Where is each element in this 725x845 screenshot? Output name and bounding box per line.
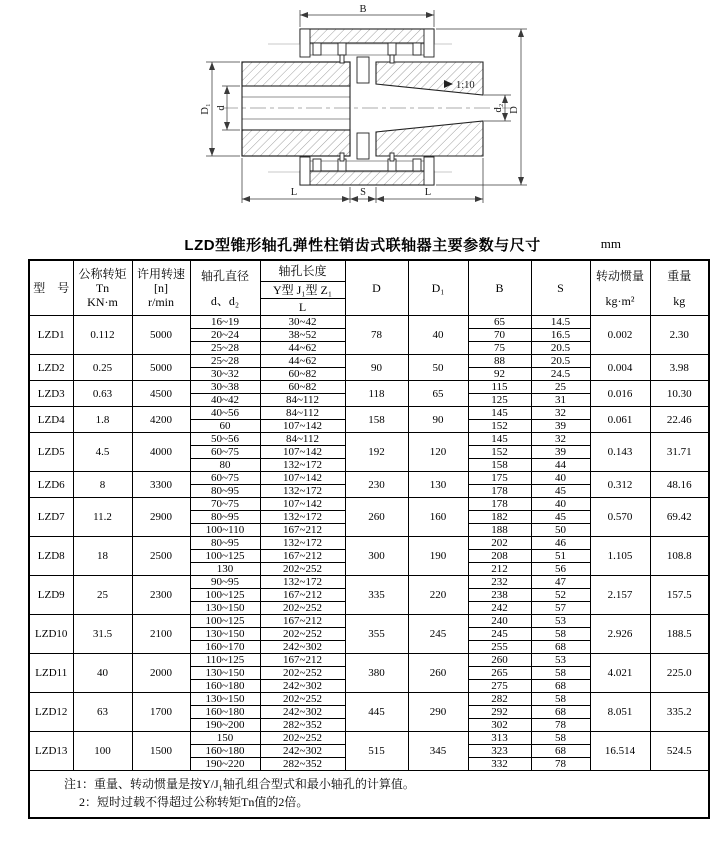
model-cell: LZD5	[29, 433, 73, 472]
outer-diameter-cell: 118	[345, 381, 408, 407]
hub-diameter-cell: 345	[408, 732, 468, 771]
bore-length-cell: 202~252	[260, 563, 345, 576]
bore-length-cell: 84~112	[260, 433, 345, 446]
coupling-section-drawing	[0, 0, 725, 232]
s-dim-cell: 47	[531, 576, 590, 589]
s-dim-cell: 68	[531, 745, 590, 758]
bore-diameter-cell: 16~19	[190, 316, 260, 329]
dimension-D	[436, 29, 527, 185]
table-row	[29, 576, 709, 589]
b-dim-cell: 92	[468, 368, 531, 381]
col-header-weight	[650, 260, 709, 316]
table-footer	[29, 771, 709, 819]
spec-table-body	[29, 316, 709, 771]
col-header-inertia	[590, 260, 650, 316]
b-dim-cell: 232	[468, 576, 531, 589]
spec-table	[28, 259, 710, 819]
s-dim-cell: 56	[531, 563, 590, 576]
bore-diameter-cell: 110~125	[190, 654, 260, 667]
header-line: 轴孔直径	[200, 268, 249, 283]
b-dim-cell: 238	[468, 589, 531, 602]
bore-diameter-cell: 80~95	[190, 537, 260, 550]
torque-cell: 100	[73, 732, 132, 771]
hub-diameter-cell: 220	[408, 576, 468, 615]
s-dim-cell: 68	[531, 641, 590, 654]
inertia-cell: 1.105	[590, 537, 650, 576]
inertia-cell: 0.312	[590, 472, 650, 498]
dim-label-L-right: L	[424, 187, 432, 198]
hub-diameter-cell: 190	[408, 537, 468, 576]
s-dim-cell: 45	[531, 485, 590, 498]
b-dim-cell: 178	[468, 498, 531, 511]
coupling-drawing	[0, 0, 725, 232]
b-dim-cell: 292	[468, 706, 531, 719]
bore-diameter-cell: 130~150	[190, 602, 260, 615]
taper-label: 1:10	[456, 80, 475, 91]
s-dim-cell: 45	[531, 511, 590, 524]
bore-diameter-cell: 80~95	[190, 485, 260, 498]
outer-diameter-cell: 335	[345, 576, 408, 615]
bore-diameter-cell: 100~125	[190, 589, 260, 602]
inertia-cell: 2.157	[590, 576, 650, 615]
bore-length-cell: 44~62	[260, 355, 345, 368]
header-line: d、d₂	[210, 293, 240, 308]
dim-label-S: S	[360, 187, 366, 198]
speed-cell: 4500	[132, 381, 190, 407]
bore-length-cell: 167~212	[260, 589, 345, 602]
speed-cell: 4000	[132, 433, 190, 472]
torque-cell: 25	[73, 576, 132, 615]
table-row	[29, 407, 709, 420]
weight-cell: 108.8	[650, 537, 709, 576]
bore-diameter-cell: 130~150	[190, 628, 260, 641]
left-hub	[242, 62, 350, 156]
bore-length-cell: 132~172	[260, 459, 345, 472]
page-title: LZD型锥形轴孔弹性柱销齿式联轴器主要参数与尺寸	[184, 237, 541, 254]
weight-cell: 69.42	[650, 498, 709, 537]
s-dim-cell: 58	[531, 693, 590, 706]
s-dim-cell: 16.5	[531, 329, 590, 342]
b-dim-cell: 88	[468, 355, 531, 368]
model-cell: LZD12	[29, 693, 73, 732]
bore-diameter-cell: 160~170	[190, 641, 260, 654]
inertia-cell: 4.021	[590, 654, 650, 693]
bore-diameter-cell: 40~56	[190, 407, 260, 420]
bore-diameter-cell: 40~42	[190, 394, 260, 407]
s-dim-cell: 31	[531, 394, 590, 407]
model-cell: LZD3	[29, 381, 73, 407]
bore-diameter-cell: 30~32	[190, 368, 260, 381]
s-dim-cell: 40	[531, 472, 590, 485]
model-cell: LZD1	[29, 316, 73, 355]
s-dim-cell: 39	[531, 420, 590, 433]
bore-diameter-cell: 30~38	[190, 381, 260, 394]
b-dim-cell: 182	[468, 511, 531, 524]
model-cell: LZD13	[29, 732, 73, 771]
header-line: 许用转速	[136, 267, 185, 281]
bore-length-cell: 60~82	[260, 381, 345, 394]
bore-diameter-cell: 70~75	[190, 498, 260, 511]
bore-length-cell: 167~212	[260, 550, 345, 563]
b-dim-cell: 275	[468, 680, 531, 693]
table-row	[29, 693, 709, 706]
header-line: Tn	[95, 281, 110, 295]
header-line: kg·m²	[605, 293, 635, 308]
bore-length-cell: 107~142	[260, 498, 345, 511]
b-dim-cell: 313	[468, 732, 531, 745]
col-header-D: D	[345, 260, 408, 316]
b-dim-cell: 115	[468, 381, 531, 394]
b-dim-cell: 332	[468, 758, 531, 771]
hub-diameter-cell: 130	[408, 472, 468, 498]
bore-diameter-cell: 60~75	[190, 446, 260, 459]
table-row	[29, 732, 709, 745]
table-row	[29, 381, 709, 394]
bore-length-cell: 132~172	[260, 485, 345, 498]
outer-diameter-cell: 260	[345, 498, 408, 537]
header-line: 转动惯量	[595, 268, 644, 283]
col-header-bore-length-types: Y型 J₁型 Z₁	[260, 282, 345, 299]
bore-length-cell: 132~172	[260, 537, 345, 550]
hub-diameter-cell: 65	[408, 381, 468, 407]
weight-cell: 31.71	[650, 433, 709, 472]
s-dim-cell: 39	[531, 446, 590, 459]
header-line: r/min	[148, 295, 174, 309]
s-dim-cell: 24.5	[531, 368, 590, 381]
inertia-cell: 0.143	[590, 433, 650, 472]
outer-diameter-cell: 515	[345, 732, 408, 771]
outer-diameter-cell: 300	[345, 537, 408, 576]
inertia-cell: 16.514	[590, 732, 650, 771]
table-row	[29, 472, 709, 485]
table-row	[29, 316, 709, 329]
inertia-cell: 0.570	[590, 498, 650, 537]
note-1: 注1：重量、转动惯量是按Y/J₁轴孔组合型式和最小轴孔的计算值。	[64, 777, 415, 791]
weight-cell: 2.30	[650, 316, 709, 355]
bore-length-cell: 84~112	[260, 407, 345, 420]
inertia-cell: 2.926	[590, 615, 650, 654]
bore-length-cell: 107~142	[260, 472, 345, 485]
s-dim-cell: 20.5	[531, 342, 590, 355]
weight-cell: 188.5	[650, 615, 709, 654]
model-cell: LZD9	[29, 576, 73, 615]
col-header-B: B	[468, 260, 531, 316]
torque-cell: 0.112	[73, 316, 132, 355]
dim-label-L-left: L	[290, 187, 298, 198]
b-dim-cell: 70	[468, 329, 531, 342]
bore-diameter-cell: 160~180	[190, 745, 260, 758]
table-row	[29, 615, 709, 628]
bore-length-cell: 167~212	[260, 615, 345, 628]
b-dim-cell: 202	[468, 537, 531, 550]
table-header	[29, 260, 709, 316]
col-header-S: S	[531, 260, 590, 316]
torque-cell: 1.8	[73, 407, 132, 433]
bore-length-cell: 202~252	[260, 732, 345, 745]
weight-cell: 10.30	[650, 381, 709, 407]
outer-diameter-cell: 78	[345, 316, 408, 355]
s-dim-cell: 52	[531, 589, 590, 602]
s-dim-cell: 58	[531, 667, 590, 680]
s-dim-cell: 53	[531, 615, 590, 628]
torque-cell: 40	[73, 654, 132, 693]
col-header-model: 型 号	[29, 260, 73, 316]
b-dim-cell: 75	[468, 342, 531, 355]
weight-cell: 524.5	[650, 732, 709, 771]
model-cell: LZD8	[29, 537, 73, 576]
bore-length-cell: 167~212	[260, 654, 345, 667]
torque-cell: 0.25	[73, 355, 132, 381]
table-row	[29, 537, 709, 550]
bore-diameter-cell: 80~95	[190, 511, 260, 524]
col-header-speed	[132, 260, 190, 316]
b-dim-cell: 65	[468, 316, 531, 329]
bore-length-cell: 30~42	[260, 316, 345, 329]
b-dim-cell: 145	[468, 433, 531, 446]
hub-diameter-cell: 290	[408, 693, 468, 732]
bore-diameter-cell: 130~150	[190, 667, 260, 680]
dim-label-D: D	[509, 106, 520, 114]
bore-diameter-cell: 100~125	[190, 615, 260, 628]
s-dim-cell: 57	[531, 602, 590, 615]
header-line: 重量	[667, 268, 692, 283]
hub-diameter-cell: 120	[408, 433, 468, 472]
bore-diameter-cell: 60	[190, 420, 260, 433]
model-cell: LZD10	[29, 615, 73, 654]
bore-diameter-cell: 130~150	[190, 693, 260, 706]
b-dim-cell: 145	[468, 407, 531, 420]
dimension-B	[300, 4, 434, 27]
b-dim-cell: 212	[468, 563, 531, 576]
s-dim-cell: 40	[531, 498, 590, 511]
s-dim-cell: 58	[531, 732, 590, 745]
bore-diameter-cell: 50~56	[190, 433, 260, 446]
bore-length-cell: 202~252	[260, 628, 345, 641]
torque-cell: 63	[73, 693, 132, 732]
bore-diameter-cell: 25~28	[190, 342, 260, 355]
outer-diameter-cell: 445	[345, 693, 408, 732]
bore-length-cell: 60~82	[260, 368, 345, 381]
header-line: [n]	[154, 281, 168, 295]
bore-diameter-cell: 160~180	[190, 706, 260, 719]
b-dim-cell: 323	[468, 745, 531, 758]
unit-label: mm	[600, 236, 621, 251]
model-cell: LZD6	[29, 472, 73, 498]
bore-diameter-cell: 100~125	[190, 550, 260, 563]
outer-diameter-cell: 192	[345, 433, 408, 472]
bore-diameter-cell: 20~24	[190, 329, 260, 342]
outer-diameter-cell: 355	[345, 615, 408, 654]
header-line: kg	[673, 293, 686, 308]
b-dim-cell: 265	[468, 667, 531, 680]
speed-cell: 1500	[132, 732, 190, 771]
s-dim-cell: 58	[531, 628, 590, 641]
torque-cell: 18	[73, 537, 132, 576]
bore-diameter-cell: 190~200	[190, 719, 260, 732]
inertia-cell: 0.004	[590, 355, 650, 381]
bore-length-cell: 44~62	[260, 342, 345, 355]
bore-length-cell: 202~252	[260, 667, 345, 680]
b-dim-cell: 302	[468, 719, 531, 732]
b-dim-cell: 125	[468, 394, 531, 407]
b-dim-cell: 188	[468, 524, 531, 537]
s-dim-cell: 53	[531, 654, 590, 667]
outer-diameter-cell: 380	[345, 654, 408, 693]
s-dim-cell: 32	[531, 433, 590, 446]
b-dim-cell: 255	[468, 641, 531, 654]
bore-length-cell: 202~252	[260, 602, 345, 615]
weight-cell: 225.0	[650, 654, 709, 693]
s-dim-cell: 25	[531, 381, 590, 394]
bore-diameter-cell: 25~28	[190, 355, 260, 368]
bore-diameter-cell: 160~180	[190, 680, 260, 693]
speed-cell: 2300	[132, 576, 190, 615]
weight-cell: 48.16	[650, 472, 709, 498]
center-pin-top	[357, 57, 369, 83]
b-dim-cell: 260	[468, 654, 531, 667]
s-dim-cell: 46	[531, 537, 590, 550]
bore-diameter-cell: 150	[190, 732, 260, 745]
torque-cell: 4.5	[73, 433, 132, 472]
table-row	[29, 433, 709, 446]
s-dim-cell: 51	[531, 550, 590, 563]
b-dim-cell: 282	[468, 693, 531, 706]
bore-length-cell: 38~52	[260, 329, 345, 342]
outer-diameter-cell: 158	[345, 407, 408, 433]
hub-diameter-cell: 245	[408, 615, 468, 654]
right-hub	[376, 62, 483, 156]
torque-cell: 0.63	[73, 381, 132, 407]
bore-diameter-cell: 190~220	[190, 758, 260, 771]
model-cell: LZD2	[29, 355, 73, 381]
speed-cell: 2000	[132, 654, 190, 693]
inertia-cell: 0.002	[590, 316, 650, 355]
table-row	[29, 355, 709, 368]
b-dim-cell: 178	[468, 485, 531, 498]
bore-length-cell: 282~352	[260, 758, 345, 771]
weight-cell: 22.46	[650, 407, 709, 433]
dim-label-d2: d₂	[493, 103, 504, 113]
bore-length-cell: 202~252	[260, 693, 345, 706]
speed-cell: 5000	[132, 355, 190, 381]
outer-diameter-cell: 90	[345, 355, 408, 381]
col-header-D1: D₁	[408, 260, 468, 316]
speed-cell: 3300	[132, 472, 190, 498]
table-row	[29, 654, 709, 667]
inertia-cell: 0.016	[590, 381, 650, 407]
header-line: KN·m	[87, 295, 118, 309]
hub-diameter-cell: 260	[408, 654, 468, 693]
speed-cell: 2500	[132, 537, 190, 576]
hub-diameter-cell: 40	[408, 316, 468, 355]
bore-diameter-cell: 80	[190, 459, 260, 472]
bore-length-cell: 282~352	[260, 719, 345, 732]
torque-cell: 11.2	[73, 498, 132, 537]
bore-length-cell: 242~302	[260, 680, 345, 693]
s-dim-cell: 50	[531, 524, 590, 537]
dim-label-d: d	[216, 105, 227, 111]
col-header-bore-length: 轴孔长度	[260, 260, 345, 282]
b-dim-cell: 152	[468, 446, 531, 459]
s-dim-cell: 78	[531, 719, 590, 732]
speed-cell: 4200	[132, 407, 190, 433]
title-row	[0, 234, 725, 255]
torque-cell: 31.5	[73, 615, 132, 654]
model-cell: LZD4	[29, 407, 73, 433]
weight-cell: 157.5	[650, 576, 709, 615]
s-dim-cell: 78	[531, 758, 590, 771]
inertia-cell: 0.061	[590, 407, 650, 433]
bore-length-cell: 84~112	[260, 394, 345, 407]
dim-label-D1: D₁	[200, 103, 211, 115]
s-dim-cell: 68	[531, 706, 590, 719]
col-header-torque	[73, 260, 132, 316]
torque-cell: 8	[73, 472, 132, 498]
speed-cell: 2900	[132, 498, 190, 537]
model-cell: LZD11	[29, 654, 73, 693]
bore-length-cell: 167~212	[260, 524, 345, 537]
weight-cell: 3.98	[650, 355, 709, 381]
bore-length-cell: 242~302	[260, 706, 345, 719]
hub-diameter-cell: 50	[408, 355, 468, 381]
bore-length-cell: 242~302	[260, 745, 345, 758]
b-dim-cell: 158	[468, 459, 531, 472]
notes-cell	[29, 771, 709, 819]
note-2: 2：短时过载不得超过公称转矩Tn值的2倍。	[79, 795, 309, 809]
bore-length-cell: 242~302	[260, 641, 345, 654]
speed-cell: 1700	[132, 693, 190, 732]
s-dim-cell: 68	[531, 680, 590, 693]
bore-diameter-cell: 60~75	[190, 472, 260, 485]
col-header-bore-length-L: L	[260, 299, 345, 316]
bore-length-cell: 132~172	[260, 576, 345, 589]
s-dim-cell: 14.5	[531, 316, 590, 329]
weight-cell: 335.2	[650, 693, 709, 732]
speed-cell: 2100	[132, 615, 190, 654]
s-dim-cell: 32	[531, 407, 590, 420]
b-dim-cell: 240	[468, 615, 531, 628]
center-pin-bottom	[357, 133, 369, 159]
b-dim-cell: 242	[468, 602, 531, 615]
dim-label-B: B	[359, 4, 367, 15]
hub-diameter-cell: 160	[408, 498, 468, 537]
header-line: 公称转矩	[78, 267, 127, 281]
bore-diameter-cell: 90~95	[190, 576, 260, 589]
bore-length-cell: 132~172	[260, 511, 345, 524]
b-dim-cell: 175	[468, 472, 531, 485]
col-header-bore-diameter	[190, 260, 260, 316]
b-dim-cell: 208	[468, 550, 531, 563]
b-dim-cell: 245	[468, 628, 531, 641]
hub-diameter-cell: 90	[408, 407, 468, 433]
bore-length-cell: 107~142	[260, 420, 345, 433]
b-dim-cell: 152	[468, 420, 531, 433]
outer-diameter-cell: 230	[345, 472, 408, 498]
s-dim-cell: 44	[531, 459, 590, 472]
speed-cell: 5000	[132, 316, 190, 355]
bore-diameter-cell: 100~110	[190, 524, 260, 537]
s-dim-cell: 20.5	[531, 355, 590, 368]
table-row	[29, 498, 709, 511]
bore-length-cell: 107~142	[260, 446, 345, 459]
bore-diameter-cell: 130	[190, 563, 260, 576]
model-cell: LZD7	[29, 498, 73, 537]
inertia-cell: 8.051	[590, 693, 650, 732]
